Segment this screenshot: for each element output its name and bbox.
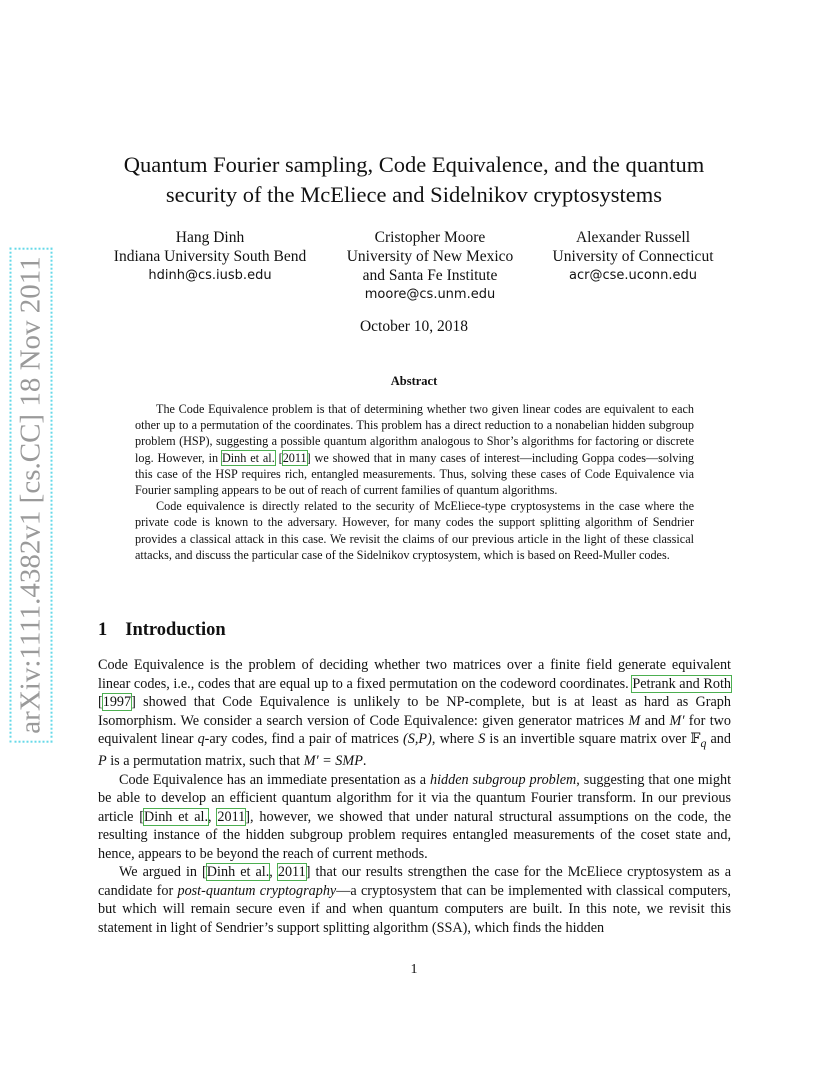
math-subscript: q [700,735,707,750]
body-text-run: , suggesting that one might be able to develop an efficient quantum algorithm for it via the quantum Fourier transform. In our previous article [ [98,771,732,825]
citation-year-link[interactable]: 2011 [282,450,307,465]
body-text-run: , where [431,731,479,747]
body-text-run: Code Equivalence is the problem of deciding whether two matrices over a finite field generate equivalent linear codes, i.e., codes that are equal up to a fixed permutation on the codeword coordinates. [98,657,731,692]
body-text-run: We argued in [ [119,864,207,881]
abstract-text: [ [274,450,283,465]
body-text-run: ] showed that Code Equivalence is unlikely to be NP-complete, but is at least as hard as Graph Isomorphism. We consider a search version of Code Equivalence: given generator matrices [98,694,731,729]
math-symbol: M′ [669,712,685,729]
section-title: Introduction [125,620,226,640]
arxiv-identifier[interactable]: arXiv:1111.4382v1 [cs.CC] 18 Nov 2011 [15,252,48,737]
body-text [98,656,731,937]
math-symbol: (S,P) [403,731,432,747]
math-equation: M′ = SMP [303,753,363,770]
body-text-run: is an invertible square matrix over 𝔽 [485,731,701,747]
paper-title: Quantum Fourier sampling, Code Equivalence, and the quantum security of the McEliece and Sidelnikov cryptosystems [123,152,705,207]
body-text-run: -ary codes, find a pair of matrices [204,731,404,747]
page-number: 1 [410,962,418,977]
body-text-run: . [362,753,367,770]
math-symbol: P [98,753,107,770]
author-affiliation: University of Connecticut [552,248,714,265]
abstract [135,401,694,563]
body-text-run: and [706,731,731,747]
abstract-text: ] we showed that in many cases of interest—including Goppa codes—solving this case of the HSP requires rich, entangled measurements. Thus, solving these cases of Code Equivalence via Fourier sampling appears to be out of reach of current families of quantum algorithms. [135,450,695,498]
body-paragraph [98,656,731,771]
body-text-run: ], however, we showed that under natural structural assumptions on the code, the resulting instance of the hidden subgroup problem requires entangled measurements of the coset state and, hence, appears to be beyond the reach of current methods. [98,808,732,862]
author-email: acr@cse.uconn.edu [569,268,697,283]
author-email: moore@cs.unm.edu [364,287,496,302]
body-paragraph [98,863,731,937]
body-text-run: —a cryptosystem that can be implemented with classical computers, but which will remain secure even if and when quantum computers are built. In this note, we revisit this statement in light of Sendrier’s support splitting algorithm (SSA), which finds the hidden [98,882,731,936]
body-text-run: ] that our results strengthen the case for the McEliece cryptosystem as a candidate for [98,864,732,899]
emphasis: post-quantum cryptography [177,882,337,899]
citation-link[interactable]: Dinh et al. [206,864,270,881]
abstract-heading: Abstract [390,374,438,388]
citation-link[interactable]: Dinh et al. [144,808,209,825]
author-3 [553,228,714,285]
emphasis: hidden subgroup problem [429,771,577,788]
author-affiliation: and Santa Fe Institute [362,267,498,284]
abstract-paragraph: Code equivalence is directly related to the security of McEliece-type cryptosystems in the case where the private code is known to the adversary. However, for many codes the support splitting algorithm of Sendrier provides a classical attack in this case. We revisit the claims of our previous article in the light of these classical attacks, and discuss the particular case of the Sidelnikov cryptosystem, which is based on Reed-Muller codes. [135,499,694,562]
body-paragraph [98,771,731,864]
citation-year-link[interactable]: 2011 [217,808,246,825]
author-name: Hang Dinh [175,229,245,246]
body-text-run: [ [98,694,103,710]
citation-link[interactable]: Dinh et al. [221,450,275,465]
author-name: Alexander Russell [575,229,691,246]
author-affiliation: Indiana University South Bend [113,248,307,265]
section-number: 1 [98,620,108,640]
citation-link[interactable]: Petrank and Roth [632,675,731,692]
paper-date: October 10, 2018 [359,318,469,335]
math-symbol: q [197,731,205,747]
citation-year-link[interactable]: 1997 [102,694,132,710]
body-text-run: and [640,712,670,729]
abstract-paragraph [135,401,694,498]
body-text-run: is a permutation matrix, such that [106,753,304,770]
body-text-run: for two equivalent linear [98,712,731,747]
author-1 [114,228,306,285]
body-text-run: , [208,808,218,825]
body-text-run: Code Equivalence has an immediate presentation as a [119,771,430,788]
math-symbol: S [478,731,486,747]
author-affiliation: University of New Mexico [346,248,514,265]
citation-year-link[interactable]: 2011 [277,864,306,881]
author-2 [347,228,514,304]
body-text-run: , [269,864,278,881]
section-heading [98,620,226,641]
abstract-text: The Code Equivalence problem is that of determining whether two given linear codes are equivalent to each other up to a permutation of the coordinates. This problem has a direct reduction to a nonabelian hidden subgroup problem (HSP), suggesting a possible quantum algorithm analogous to Shor’s algorithms for factoring or discrete log. However, in [135,402,694,465]
math-symbol: M [628,712,641,729]
author-email: hdinh@cs.iusb.edu [148,268,272,283]
author-name: Cristopher Moore [374,229,486,246]
